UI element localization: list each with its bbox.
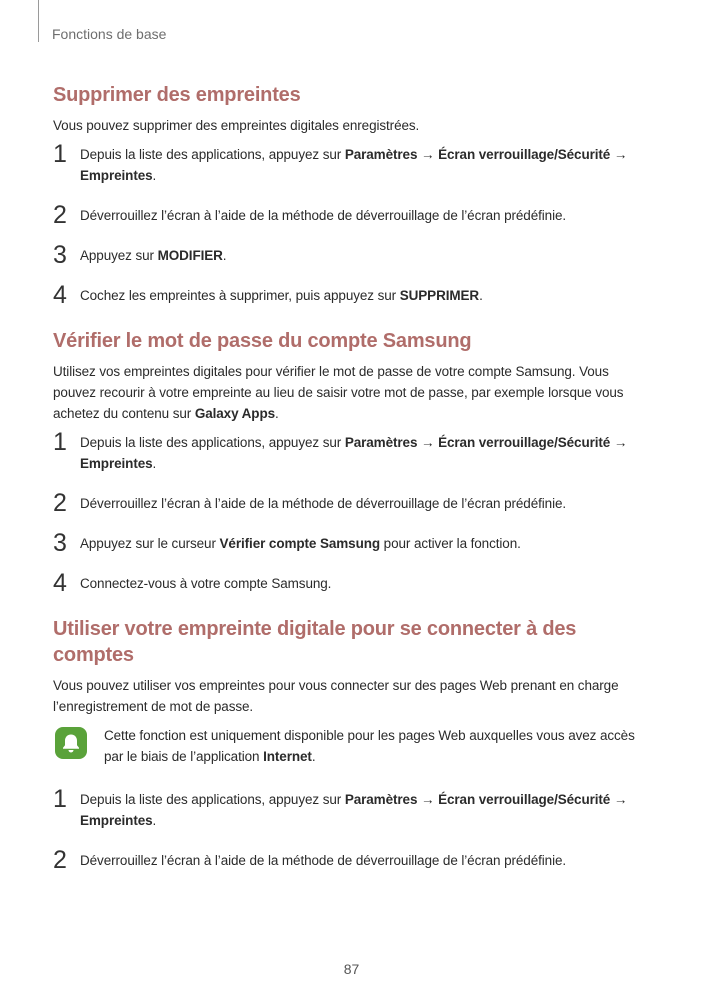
step-text: Appuyez sur xyxy=(80,248,158,263)
arrow-separator: → xyxy=(417,792,439,807)
intro-text: Utilisez vos empreintes digitales pour vérifier le mot de passe de votre compte Samsung. Vous pouvez recourir à votre empreinte au lieu de saisir votre mot de passe, par exemple lorsque vous achetez du contenu sur xyxy=(53,364,624,421)
header-rule xyxy=(38,0,39,42)
section-title: Supprimer des empreintes xyxy=(53,84,301,106)
page-header: Fonctions de base xyxy=(52,26,167,42)
step-text: . xyxy=(152,813,157,828)
step-text: Cochez les empreintes à supprimer, puis appuyez sur xyxy=(80,288,400,303)
note-text: Cette fonction est uniquement disponible pour les pages Web auxquelles vous avez accès par le biais de l’application xyxy=(104,728,635,764)
step-text: pour activer la fonction. xyxy=(380,536,521,551)
step-2 xyxy=(53,201,653,229)
step-2 xyxy=(53,489,653,517)
app-name-internet: Internet xyxy=(263,749,312,764)
page-number: 87 xyxy=(343,961,360,977)
button-name-delete: SUPPRIMER xyxy=(399,288,480,303)
section-intro: Vous pouvez utiliser vos empreintes pour vous connecter sur des pages Web prenant en charge l’enregistrement de mot de passe. xyxy=(53,678,619,714)
switch-name-verify-samsung-account: Vérifier compte Samsung xyxy=(219,536,381,551)
step-number: 3 xyxy=(53,529,67,557)
step-text: Déverrouillez l’écran à l’aide de la méthode de déverrouillage de l’écran prédéfinie. xyxy=(80,208,567,223)
step-2 xyxy=(53,846,653,874)
bell-icon xyxy=(55,727,87,759)
step-number: 4 xyxy=(53,569,67,597)
menu-path-lock-screen: Écran verrouillage/Sécurité xyxy=(438,792,611,807)
step-text: Déverrouillez l’écran à l’aide de la méthode de déverrouillage de l’écran prédéfinie. xyxy=(80,496,567,511)
page-content xyxy=(53,82,653,893)
step-4 xyxy=(53,569,653,597)
step-number: 2 xyxy=(53,201,67,229)
menu-path-settings: Paramètres xyxy=(344,435,418,450)
menu-path-settings: Paramètres xyxy=(344,147,418,162)
section-delete-fingerprints xyxy=(53,82,653,309)
step-number: 2 xyxy=(53,846,67,874)
app-name-galaxy-apps: Galaxy Apps xyxy=(194,406,275,421)
step-text: Depuis la liste des applications, appuyez sur xyxy=(80,792,345,807)
step-number: 1 xyxy=(53,785,67,813)
menu-path-fingerprints: Empreintes xyxy=(80,168,153,183)
step-text: . xyxy=(479,288,483,303)
menu-path-lock-screen: Écran verrouillage/Sécurité xyxy=(438,147,611,162)
step-text: . xyxy=(222,248,227,263)
note-box xyxy=(53,725,653,767)
menu-path-fingerprints: Empreintes xyxy=(80,813,153,828)
step-number: 4 xyxy=(53,281,67,309)
arrow-separator: → xyxy=(417,435,439,450)
step-1 xyxy=(53,428,653,474)
section-intro: Vous pouvez supprimer des empreintes digitales enregistrées. xyxy=(53,118,420,133)
step-number: 2 xyxy=(53,489,67,517)
step-text: Connectez-vous à votre compte Samsung. xyxy=(80,576,332,591)
step-number: 1 xyxy=(53,428,67,456)
section-intro xyxy=(53,361,653,424)
menu-path-settings: Paramètres xyxy=(344,792,418,807)
step-text: Déverrouillez l’écran à l’aide de la méthode de déverrouillage de l’écran prédéfinie. xyxy=(80,853,567,868)
step-1 xyxy=(53,785,653,831)
note-text: . xyxy=(311,749,316,764)
arrow-separator: → xyxy=(610,435,628,450)
step-number: 3 xyxy=(53,241,67,269)
menu-path-lock-screen: Écran verrouillage/Sécurité xyxy=(438,435,611,450)
section-title: Utiliser votre empreinte digitale pour se connecter à des comptes xyxy=(53,618,577,666)
step-3 xyxy=(53,241,653,269)
step-text: . xyxy=(152,456,157,471)
step-4 xyxy=(53,281,653,309)
section-login-with-fingerprint xyxy=(53,616,653,874)
section-title: Vérifier le mot de passe du compte Samsung xyxy=(53,330,472,352)
section-verify-samsung-password xyxy=(53,328,653,597)
button-name-modify: MODIFIER xyxy=(157,248,223,263)
menu-path-fingerprints: Empreintes xyxy=(80,456,153,471)
arrow-separator: → xyxy=(417,147,439,162)
intro-text: . xyxy=(275,406,279,421)
step-text: . xyxy=(152,168,157,183)
arrow-separator: → xyxy=(610,147,628,162)
step-3 xyxy=(53,529,653,557)
step-1 xyxy=(53,140,653,186)
step-number: 1 xyxy=(53,140,67,168)
step-text: Depuis la liste des applications, appuyez sur xyxy=(80,147,345,162)
arrow-separator: → xyxy=(610,792,628,807)
step-text: Depuis la liste des applications, appuyez sur xyxy=(80,435,345,450)
step-text: Appuyez sur le curseur xyxy=(80,536,220,551)
